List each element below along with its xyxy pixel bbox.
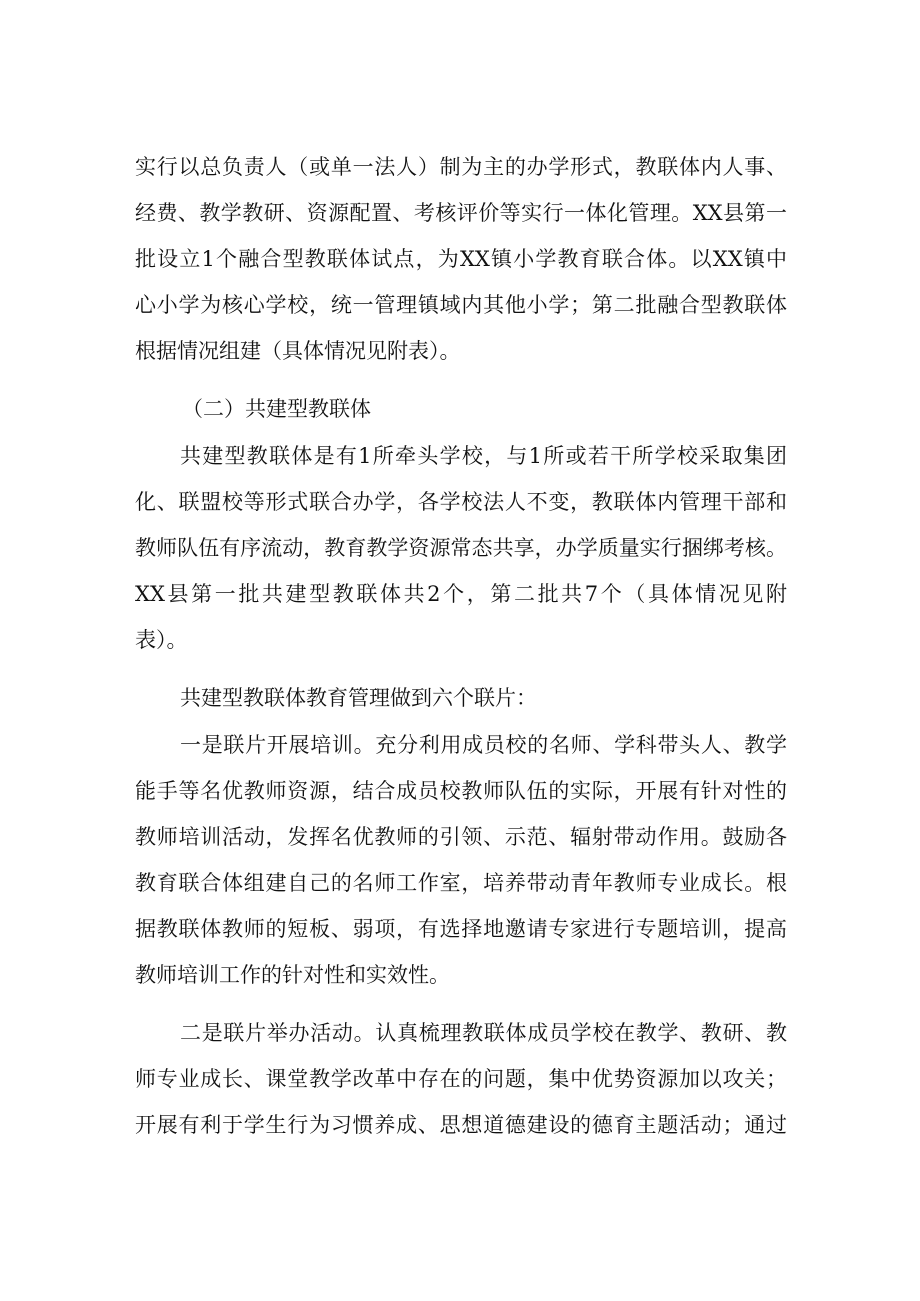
text-line: 经费、教学教研、资源配置、考核评价等实行一体化管理。XX县第一 [135, 201, 787, 225]
text-line: 实行以总负责人（或单一法人）制为主的办学形式，教联体内人事、 [135, 155, 787, 179]
text-line: 根据情况组建（具体情况见附表）。 [135, 339, 461, 363]
text-line: 心小学为核心学校，统一管理镇域内其他小学；第二批融合型教联体 [135, 293, 787, 317]
text-line: 开展有利于学生行为习惯养成、思想道德建设的德育主题活动；通过 [135, 1113, 787, 1137]
text-line: 二是联片举办活动。认真梳理教联体成员学校在教学、教研、教 [180, 1021, 787, 1045]
text-line: 批设立1个融合型教联体试点，为XX镇小学教育联合体。以XX镇中 [135, 247, 787, 271]
text-line: 共建型教联体是有1所牵头学校，与1所或若干所学校采取集团 [180, 444, 787, 468]
text-line: 共建型教联体教育管理做到六个联片： [180, 686, 537, 710]
text-line: 教育联合体组建自己的名师工作室，培养带动青年教师专业成长。根 [135, 871, 787, 895]
text-line: 表）。 [135, 628, 188, 652]
text-line: 教师队伍有序流动，教育教学资源常态共享，办学质量实行捆绑考核。 [135, 536, 787, 560]
text-line: 师专业成长、课堂教学改革中存在的问题，集中优势资源加以攻关； [135, 1067, 787, 1091]
text-line: 能手等名优教师资源，结合成员校教师队伍的实际，开展有针对性的 [135, 779, 787, 803]
text-line: 据教联体教师的短板、弱项，有选择地邀请专家进行专题培训，提高 [135, 917, 787, 941]
section-heading: （二）共建型教联体 [182, 397, 371, 421]
text-line: 一是联片开展培训。充分利用成员校的名师、学科带头人、教学 [180, 733, 787, 757]
text-line: 化、联盟校等形式联合办学，各学校法人不变，教联体内管理干部和 [135, 490, 787, 514]
text-line: 教师培训活动，发挥名优教师的引领、示范、辐射带动作用。鼓励各 [135, 825, 787, 849]
text-line: XX县第一批共建型教联体共2个，第二批共7个（具体情况见附 [135, 582, 787, 606]
text-line: 教师培训工作的针对性和实效性。 [135, 963, 450, 987]
